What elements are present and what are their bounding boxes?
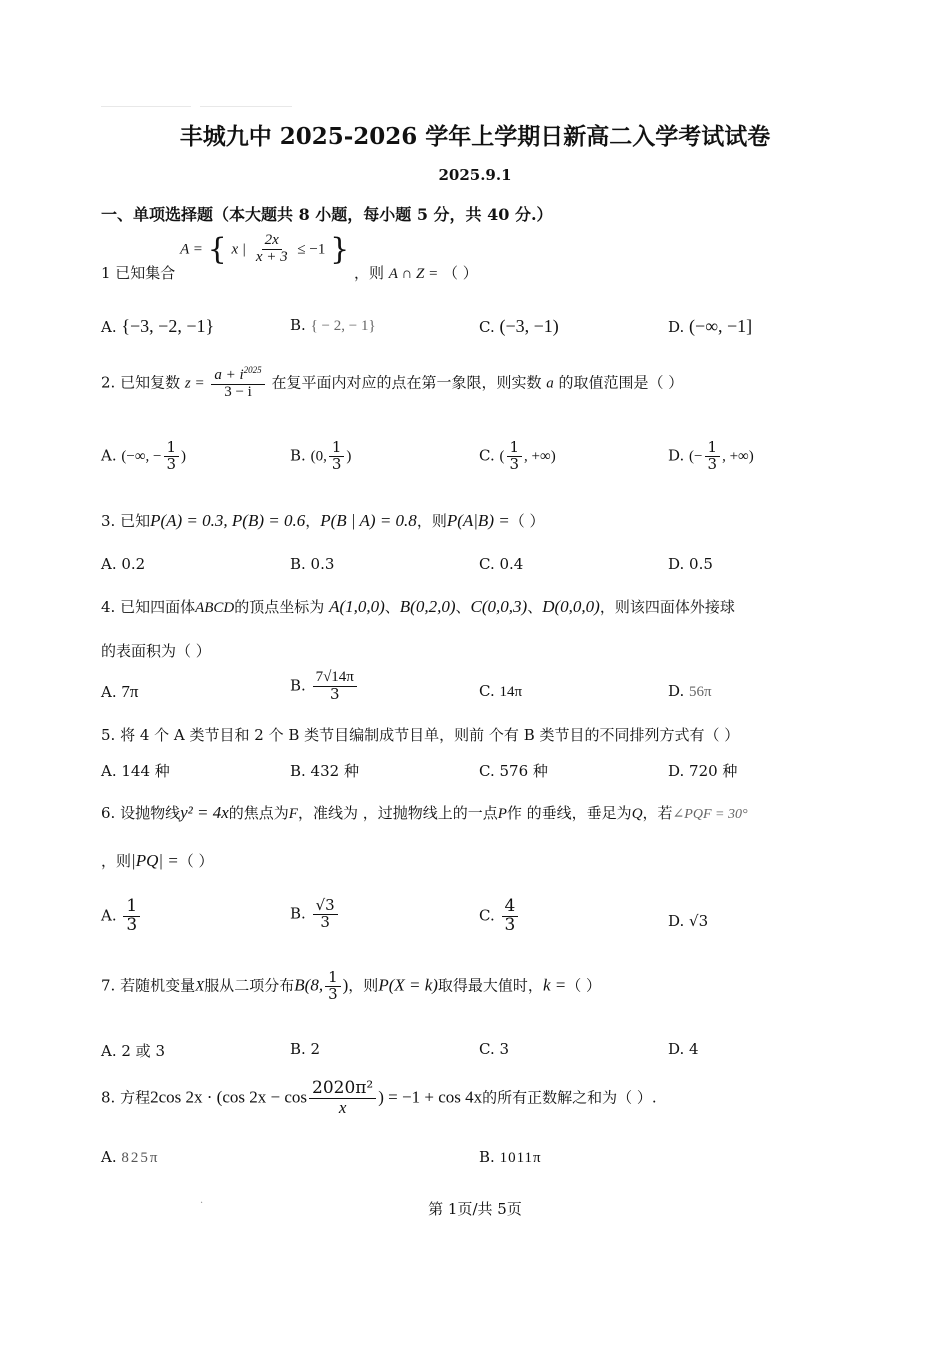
- q6-option-c-frac: [502, 898, 519, 935]
- q2-math-b: a: [546, 375, 554, 392]
- q1-stem-a: 1 已知集合: [101, 264, 176, 282]
- q6-option-a-frac: [123, 898, 140, 935]
- q1-option-c-value: (−3, −1): [499, 316, 559, 336]
- q7-math-d: P(X = k): [378, 975, 438, 995]
- q2-option-b-frac: [329, 440, 345, 473]
- q4-sep-1: 、: [384, 598, 400, 616]
- q6-stem-b: 的焦点为: [228, 804, 289, 822]
- q6-math-a: y² = 4x: [180, 803, 229, 822]
- q8-frac-num: 2020π²: [309, 1080, 376, 1099]
- q1-option-c-label: C.: [479, 318, 495, 336]
- q2-option-a-num: 1: [164, 440, 180, 457]
- q4-option-b-frac: [313, 670, 357, 703]
- question-4: [101, 596, 735, 617]
- q5-option-b[interactable]: B. 432 种: [290, 762, 359, 780]
- q2-option-a[interactable]: [101, 440, 186, 473]
- q3-stem-c: ，则: [416, 512, 447, 530]
- q5-option-d[interactable]: D. 720 种: [668, 762, 738, 780]
- q2-option-d-num: 1: [705, 440, 721, 457]
- q2-option-c[interactable]: [479, 440, 556, 473]
- q6-stem-line2a: ，则: [101, 852, 132, 870]
- q3-stem-a: 3. 已知: [101, 512, 151, 530]
- q6-option-a[interactable]: [101, 898, 142, 935]
- q2-frac-sup: 2025: [243, 365, 262, 375]
- q7-math-b: B(8,: [294, 975, 324, 995]
- q4-stem-b: 的顶点坐标为: [234, 598, 325, 616]
- q3-option-c[interactable]: C. 0.4: [479, 555, 524, 573]
- q2-option-d-frac: [705, 440, 721, 473]
- q3-stem-b: ，: [305, 512, 321, 530]
- q4-stem-c: ，则该四面体外接球: [599, 598, 735, 616]
- question-2: [101, 366, 683, 401]
- q4-sep-2: 、: [455, 598, 471, 616]
- q4-option-c-value: 14π: [499, 684, 523, 700]
- q1-math-d: A ∩ Z =: [388, 266, 439, 282]
- section-title: 一、单项选择题（本大题共 8 小题，每小题 5 分，共 40 分.）: [101, 205, 553, 224]
- q2-frac-num: a + i: [214, 367, 244, 383]
- q3-option-b[interactable]: B. 0.3: [290, 555, 335, 573]
- q2-option-c-right: , +∞): [524, 448, 556, 465]
- q2-option-a-label: A.: [101, 446, 117, 465]
- q2-math-a: z =: [184, 375, 205, 392]
- q3-option-a[interactable]: A. 0.2: [101, 555, 146, 573]
- q6-option-b-label: B.: [290, 904, 306, 923]
- q2-option-a-frac: [164, 440, 180, 473]
- q4-option-b-num: 7√14π: [313, 670, 357, 687]
- faded-header-line-left: [101, 106, 191, 107]
- q6-math-d: Q: [631, 806, 643, 822]
- q1-option-d[interactable]: [668, 316, 752, 337]
- q7-math-a: X: [195, 978, 205, 995]
- q2-option-c-left: (: [499, 448, 505, 465]
- q1-frac-num: 2x: [262, 233, 282, 250]
- q2-option-d-den: 3: [707, 454, 718, 473]
- q2-option-d-right: , +∞): [722, 448, 754, 465]
- exam-date: 2025.9.1: [438, 166, 512, 184]
- faded-header-line-right: [200, 106, 292, 107]
- q8-option-b-value: 1011π: [499, 1150, 542, 1166]
- q1-option-b[interactable]: [290, 316, 376, 335]
- q4-math-a: ABCD: [195, 600, 235, 616]
- q1-option-d-value: (−∞, −1]: [689, 316, 753, 336]
- q8-fraction: [309, 1080, 376, 1117]
- question-8: [101, 1080, 657, 1117]
- q2-option-c-frac: [507, 440, 523, 473]
- q4-option-b-label: B.: [290, 676, 306, 695]
- q4-option-d-value: 56π: [689, 684, 712, 700]
- q6-option-d-label: D.: [668, 912, 685, 930]
- q2-option-b-left: (0,: [310, 448, 327, 465]
- q1-math-a: A =: [180, 241, 203, 258]
- q8-option-a-label: A.: [101, 1148, 117, 1166]
- q2-option-b-den: 3: [331, 454, 342, 473]
- q6-stem-c: ，准线为 ，过抛物线上的一点: [297, 804, 498, 822]
- q4-option-a[interactable]: [101, 682, 138, 702]
- q2-stem-b: 在复平面内对应的点在第一象限，则实数: [271, 373, 542, 392]
- q2-option-d-left: (−: [689, 448, 703, 465]
- q7-option-a[interactable]: A. 2 或 3: [101, 1042, 165, 1060]
- q3-math-a: P(A) = 0.3, P(B) = 0.6: [150, 511, 306, 530]
- q8-frac-den: x: [338, 1097, 347, 1117]
- q6-stem-line2b: （ ）: [178, 852, 214, 870]
- q1-fraction: [253, 233, 291, 266]
- q4-math-e: D(0,0,0): [542, 597, 600, 616]
- q6-option-a-den: 3: [126, 914, 138, 935]
- q4-stem-a: 4. 已知四面体: [101, 598, 196, 616]
- q4-math-d: C(0,0,3): [470, 597, 528, 616]
- q1-math-c: ≤ −1: [297, 241, 326, 258]
- q5-option-a[interactable]: A. 144 种: [101, 762, 170, 780]
- q6-option-d[interactable]: [668, 912, 708, 930]
- q2-option-b-num: 1: [329, 440, 345, 457]
- q1-option-a[interactable]: [101, 316, 214, 337]
- q7-stem-e: （ ）: [566, 976, 601, 995]
- q1-stem-b: ，则: [354, 264, 385, 282]
- q6-option-c[interactable]: [479, 898, 520, 935]
- q1-option-b-value: { − 2, − 1}: [310, 318, 376, 334]
- q8-option-a-value: 825π: [121, 1150, 160, 1166]
- q4-option-b[interactable]: [290, 670, 359, 703]
- q1-option-c[interactable]: [479, 316, 559, 337]
- exam-title: 丰城九中 2025-2026 学年上学期日新高二入学考试试卷: [179, 123, 771, 150]
- q6-option-d-value: √3: [689, 912, 709, 930]
- q8-math-a: 2cos 2x · (cos 2x − cos: [150, 1087, 307, 1107]
- q6-option-c-label: C.: [479, 906, 495, 925]
- q7-frac-num: 1: [325, 970, 341, 987]
- q7-option-b[interactable]: B. 2: [290, 1040, 321, 1058]
- q7-option-c[interactable]: C. 3: [479, 1040, 510, 1058]
- q1-stem-c: （ ）: [443, 264, 478, 282]
- page-footer: 第 1页/共 5页: [428, 1200, 522, 1218]
- q2-frac-den: 3 − i: [224, 383, 252, 400]
- q2-option-c-num: 1: [507, 440, 523, 457]
- question-3: [101, 510, 544, 531]
- q2-option-d-label: D.: [668, 446, 685, 465]
- q8-stem-a: 8. 方程: [101, 1088, 151, 1107]
- q3-math-b: P(B | A) = 0.8: [320, 511, 417, 530]
- q7-frac-den: 3: [328, 984, 338, 1003]
- q2-option-b-right: ): [346, 448, 352, 465]
- q4-option-c[interactable]: [479, 682, 522, 701]
- q8-option-a[interactable]: [101, 1148, 159, 1167]
- q1-set-expression: A = { x | $\frac{2x}{x + 3}$ ≤ −1 }: [180, 232, 350, 267]
- q6-math-line2: |PQ| =: [131, 851, 179, 870]
- q2-option-b[interactable]: [290, 440, 351, 473]
- q7-fraction: [325, 970, 341, 1003]
- q6-option-b-den: 3: [320, 912, 330, 931]
- q7-option-d[interactable]: D. 4: [668, 1040, 699, 1058]
- q5-option-c[interactable]: C. 576 种: [479, 762, 548, 780]
- q6-math-e: ∠PQF = 30°: [672, 807, 748, 822]
- q2-option-c-label: C.: [479, 446, 495, 465]
- question-1: [101, 232, 478, 283]
- q7-math-c: ): [342, 975, 349, 995]
- q6-option-a-label: A.: [101, 906, 117, 925]
- q2-fraction: [211, 366, 264, 401]
- q4-math-c: B(0,2,0): [399, 597, 456, 616]
- q6-option-a-num: 1: [123, 898, 140, 917]
- q4-option-a-label: A.: [101, 683, 117, 701]
- q2-option-a-left: (−∞, −: [121, 448, 162, 465]
- q4-option-a-value: 7π: [121, 682, 139, 701]
- q7-stem-a: 7. 若随机变量: [101, 976, 196, 995]
- question-6: [101, 802, 748, 823]
- q3-math-c: P(A|B) =: [446, 511, 510, 530]
- q6-option-c-num: 4: [502, 898, 519, 917]
- q1-math-b: x |: [231, 241, 247, 258]
- q4-option-b-den: 3: [329, 684, 340, 703]
- q6-math-b: F: [288, 806, 298, 822]
- q6-option-c-den: 3: [504, 914, 516, 935]
- q8-option-b-label: B.: [479, 1148, 495, 1166]
- q1-option-a-label: A.: [101, 318, 117, 336]
- q7-stem-c: ，则: [348, 976, 379, 995]
- q1-frac-den: x + 3: [255, 249, 288, 265]
- q6-stem-a: 6. 设抛物线: [101, 804, 181, 822]
- q1-option-d-label: D.: [668, 318, 685, 336]
- q6-stem-d: 作 的垂线，垂足为: [506, 804, 632, 822]
- q6-option-b-num: √3: [313, 898, 338, 915]
- q6-math-c: P: [497, 806, 507, 822]
- q8-math-b: ) = −1 + cos 4x: [378, 1087, 483, 1107]
- q2-option-d[interactable]: [668, 440, 754, 473]
- question-5: 5. 将 4 个 A 类节目和 2 个 B 类节目编制成节目单，则前 个有 B 类节目的不同排列方式有（ ）: [101, 726, 740, 744]
- q8-option-b[interactable]: [479, 1148, 542, 1167]
- q3-stem-d: （ ）: [509, 512, 545, 530]
- q1-option-b-label: B.: [290, 316, 306, 334]
- question-6-line-2: [101, 850, 214, 871]
- q4-math-b: A(1,0,0): [329, 597, 385, 616]
- q2-option-c-den: 3: [509, 454, 520, 473]
- q2-option-b-label: B.: [290, 446, 306, 465]
- q4-option-c-label: C.: [479, 682, 495, 700]
- stray-dot: ·: [200, 1198, 204, 1209]
- q4-option-d[interactable]: [668, 682, 712, 701]
- q7-stem-d: 取得最大值时，: [437, 976, 543, 995]
- q6-option-b-frac: [313, 898, 338, 931]
- q7-math-e: k =: [542, 975, 567, 995]
- q6-option-b[interactable]: [290, 898, 340, 931]
- q2-option-a-right: ): [181, 448, 187, 465]
- q2-frac-num-wrap: [211, 366, 264, 385]
- q2-stem-a: 2. 已知复数: [101, 373, 181, 392]
- q1-option-a-value: {−3, −2, −1}: [121, 316, 215, 336]
- q3-option-d[interactable]: D. 0.5: [668, 555, 713, 573]
- q4-sep-3: 、: [527, 598, 543, 616]
- q4-option-d-label: D.: [668, 682, 685, 700]
- q7-stem-b: 服从二项分布: [204, 976, 295, 995]
- q6-stem-e: ，若: [642, 804, 673, 822]
- question-7: [101, 970, 601, 1003]
- q2-stem-c: 的取值范围是（ ）: [558, 373, 684, 392]
- q8-stem-b: 的所有正数解之和为（ ）.: [482, 1088, 657, 1107]
- q2-option-a-den: 3: [166, 454, 177, 473]
- question-4-line-2: 的表面积为（ ）: [101, 642, 211, 660]
